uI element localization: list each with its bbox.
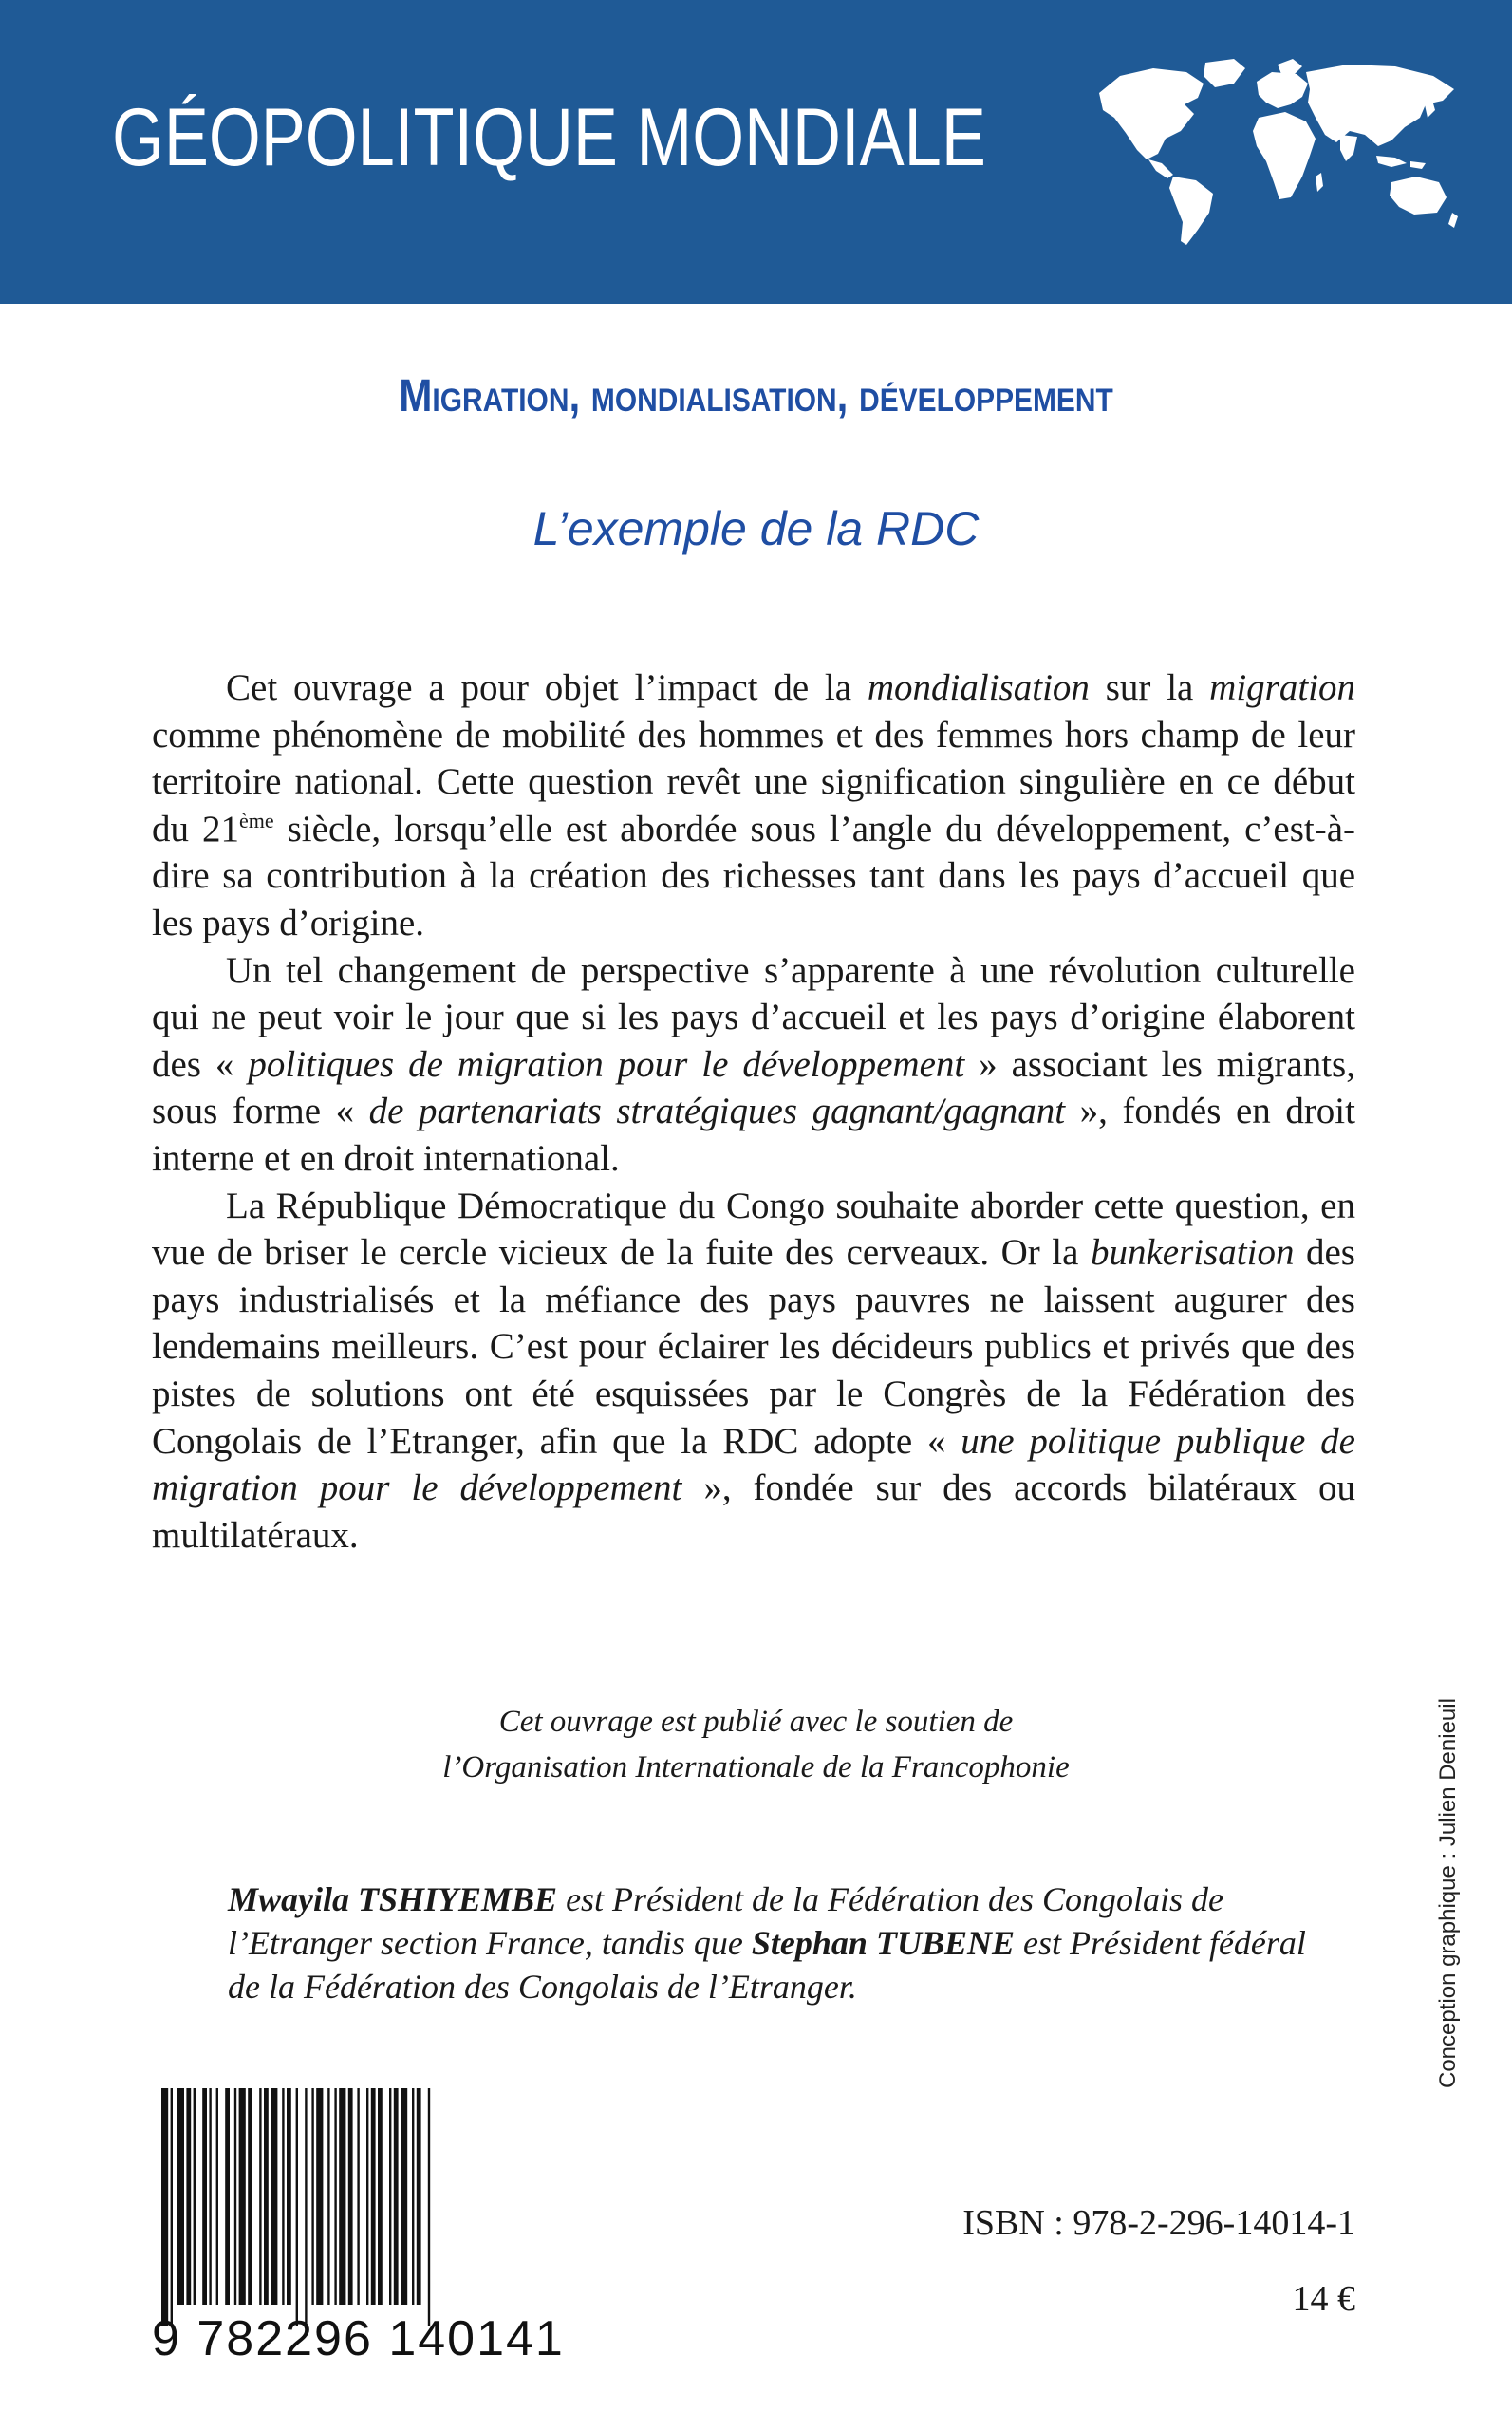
barcode-bar [287,2088,291,2305]
barcode-bar [194,2088,196,2305]
summary-text [152,664,1355,1559]
barcode-bar [371,2088,376,2305]
series-banner [0,0,1512,304]
barcode-bar [412,2088,414,2305]
barcode-bar [316,2088,323,2305]
barcode-bar [417,2088,421,2305]
barcode-bar [366,2088,368,2305]
summary-paragraph-2: Un tel changement de perspective s’apparente à une révolution culturelle qui ne peut voir le jour que si les pays d’accueil et les pays d’origine élaborent des « politiques de migration pour le développement » associant les migrants, sous forme « de partenariats stratégiques gagnant/gagnant », fondés en droit interne et en droit international. [152,949,1355,1179]
support-line-2: l’Organisation Internationale de la Francophonie [442,1750,1070,1784]
barcode-bar [239,2088,246,2305]
barcode-bar [216,2088,218,2305]
barcode-bar [282,2088,284,2305]
barcode-bar [428,2088,430,2326]
barcode-bar [339,2088,345,2305]
barcode-bar [171,2088,173,2326]
book-subtitle: L’exemple de la RDC [532,502,980,555]
series-title: GÉOPOLITIQUE MONDIALE [112,92,986,183]
barcode-bar [348,2088,353,2305]
barcode-bar [305,2088,307,2326]
barcode-bar [394,2088,399,2305]
world-map-icon [1082,55,1462,250]
barcode-bar [296,2088,298,2326]
barcode-bar [264,2088,269,2305]
summary-paragraph-1: Cet ouvrage a pour objet l’impact de la mondialisation sur la migration comme phénomène de mobilité des hommes et des femmes hors champ de leur territoire national. Cette question revêt une signification singulière en ce début du 21ème siècle, lorsqu’elle est abordée sous l’angle du développement, c’est-à-dire sa contribution à la création des richesses tant dans les pays d’accueil que les pays d’origine. [152,667,1356,943]
price: 14 € [1292,2279,1355,2319]
barcode-bar [202,2088,207,2305]
barcode-bar [401,2088,407,2305]
barcode-bar [327,2088,329,2305]
author-bio: Mwayila TSHIYEMBE est Président de la Fédération des Congolais de l’Etranger section France, tandis que Stephan TUBENE est Président fédéral de la Fédération des Congolais de l’Etranger. [228,1880,1306,2006]
barcode-bar [357,2088,359,2305]
isbn: ISBN : 978-2-296-14014-1 [962,2203,1355,2243]
barcode-bar [334,2088,336,2305]
barcode-digits: 9 782296 140141 [152,2311,565,2366]
summary-paragraph-3: La République Démocratique du Congo souhaite aborder cette question, en vue de briser le cercle vicieux de la fuite des cerveaux. Or la bunkerisation des pays industrialisés et la méfiance des pays pauvres ne laissent augurer des lendemains meilleurs. C’est pour éclairer les décideurs publics et privés que des pistes de solutions ont été esquissées par le Congrès de la Fédération des Congolais de l’Etranger, afin que la RDC adopte « une politique publique de migration pour le développement », fondée sur des accords bilatéraux ou multilatéraux. [152,1185,1356,1556]
barcode-bar [177,2088,184,2305]
design-credit: Conception graphique : Julien Denieuil [1435,1698,1461,2088]
barcode-bar [209,2088,211,2305]
author-name-2: Stephan TUBENE [751,1924,1015,1962]
book-title: Migration, mondialisation, développement [399,371,1113,421]
barcode-bar [259,2088,261,2305]
barcode-bar [271,2088,277,2305]
support-line-1: Cet ouvrage est publié avec le soutien de [498,1705,1014,1739]
barcode-bar [161,2088,168,2326]
barcode-bar [248,2088,252,2305]
barcode-bar [225,2088,230,2305]
barcode-bar [389,2088,391,2305]
barcode-bar [234,2088,236,2305]
barcode-bar [378,2088,383,2305]
barcode-bar [186,2088,191,2305]
author-name-1: Mwayila TSHIYEMBE [228,1880,558,1918]
support-notice [0,1699,1512,1790]
barcode-bar [311,2088,313,2305]
